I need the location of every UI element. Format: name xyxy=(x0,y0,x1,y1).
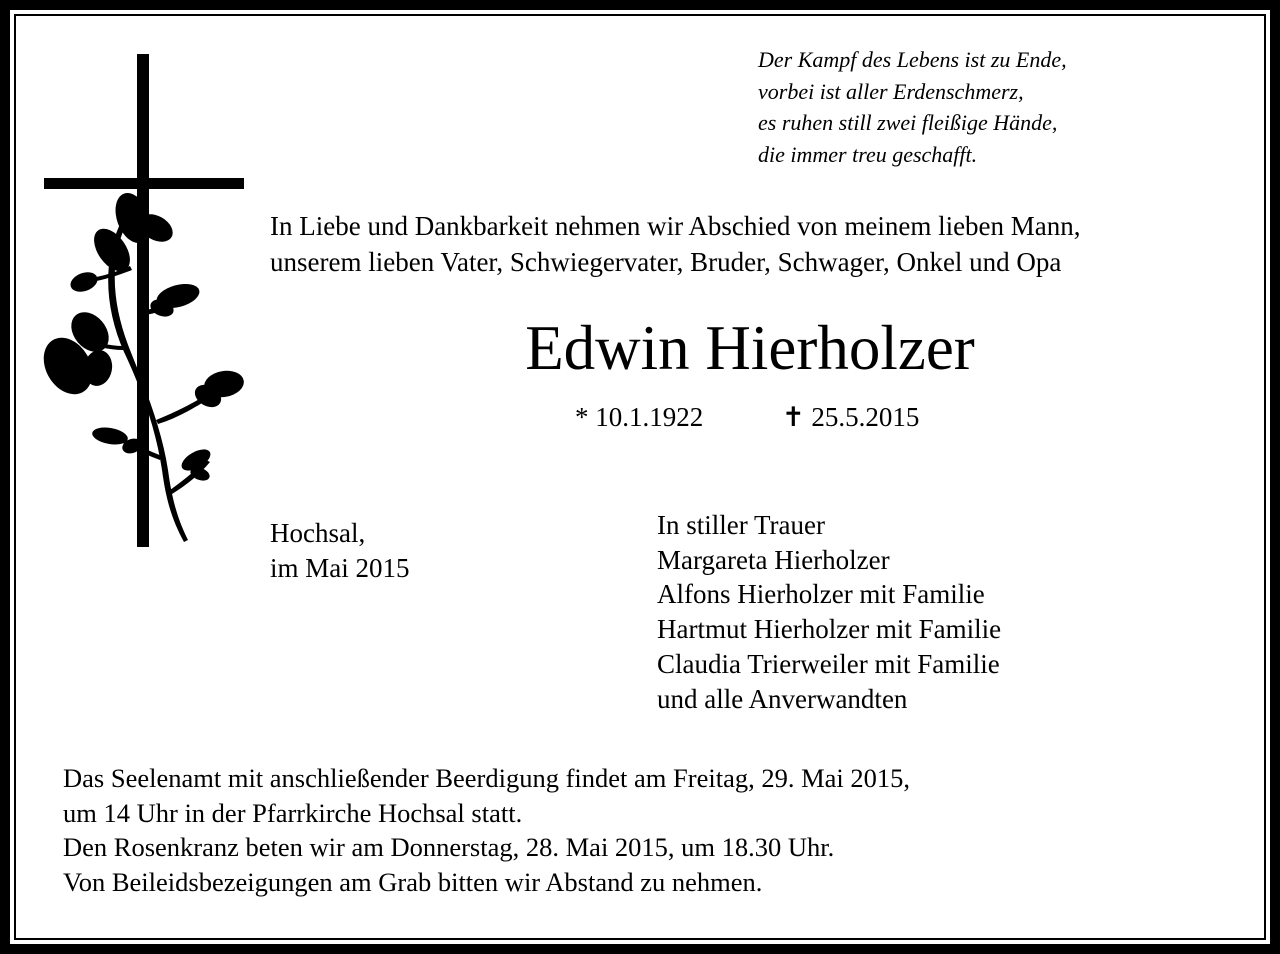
poem-line: vorbei ist aller Erdenschmerz, xyxy=(758,78,1024,104)
intro-text xyxy=(270,208,1260,280)
deceased-name: Edwin Hierholzer xyxy=(525,313,975,383)
funeral-line: Den Rosenkranz beten wir am Donnerstag, 28. Mai 2015, um 18.30 Uhr. xyxy=(63,832,835,863)
mourner-line: In stiller Trauer xyxy=(657,510,825,540)
mourner-line: Claudia Trierweiler mit Familie xyxy=(657,648,1000,679)
birth-date: * 10.1.1922 xyxy=(575,402,704,432)
place-and-date xyxy=(270,516,410,586)
place-line: Hochsal, xyxy=(270,518,366,548)
poem-line: die immer treu geschafft. xyxy=(758,141,978,167)
mourner-line: Hartmut Hierholzer mit Familie xyxy=(657,614,1002,645)
poem-line: es ruhen still zwei fleißige Hände, xyxy=(758,110,1058,135)
death-date: ✝ 25.5.2015 xyxy=(782,402,920,432)
poem-line: Der Kampf des Lebens ist zu Ende, xyxy=(758,47,1067,72)
mourner-line: Margareta Hierholzer xyxy=(657,544,890,575)
mourners-list xyxy=(657,508,1001,716)
mourner-line: und alle Anverwandten xyxy=(657,683,908,714)
poem-verse xyxy=(758,44,1238,170)
mourner-line: Alfons Hierholzer mit Familie xyxy=(657,579,985,610)
funeral-line: Von Beileidsbezeigungen am Grab bitten wir Abstand zu nehmen. xyxy=(63,867,763,898)
funeral-notice xyxy=(63,761,1213,900)
place-line: im Mai 2015 xyxy=(270,553,410,583)
intro-line: In Liebe und Dankbarkeit nehmen wir Abschied von meinem lieben Mann, xyxy=(270,211,1081,241)
intro-line: unserem lieben Vater, Schwiegervater, Bruder, Schwager, Onkel und Opa xyxy=(270,247,1062,277)
funeral-line: Das Seelenamt mit anschließender Beerdigung findet am Freitag, 29. Mai 2015, xyxy=(63,763,911,793)
cross-with-flower-icon xyxy=(38,50,250,550)
funeral-line: um 14 Uhr in der Pfarrkirche Hochsal statt. xyxy=(63,797,523,828)
